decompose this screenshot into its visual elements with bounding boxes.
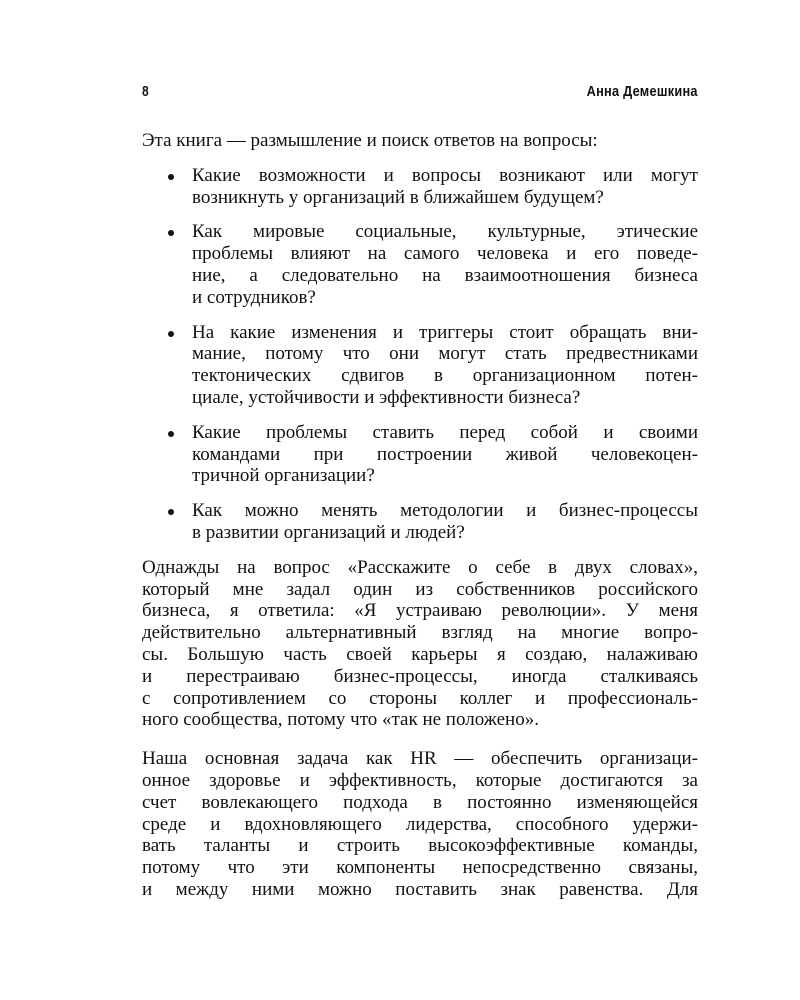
list-item (142, 221, 698, 308)
text-line: онное здоровье и эффективность, которые достигаются за (142, 769, 698, 791)
page-number: 8 (142, 83, 149, 100)
paragraph-revolutions (142, 557, 698, 731)
bullet-icon (168, 174, 174, 180)
text-line: командами при построении живой человекоцен- (192, 443, 698, 465)
text-line: ного сообщества, потому что «так не положено». (142, 709, 539, 731)
text-line: сы. Большую часть своей карьеры я создаю, налаживаю (142, 643, 698, 665)
text-line: с сопротивлением со стороны коллег и профессиональ- (142, 687, 698, 709)
text-line: Эта книга — размышление и поиск ответов на вопросы: (142, 130, 598, 151)
running-header (142, 83, 698, 105)
text-line: Какие возможности и вопросы возникают или могут (192, 164, 698, 186)
text-line: Как можно менять методологии и бизнес-процессы (192, 500, 698, 522)
author-name: Анна Демешкина (586, 83, 698, 100)
text-line: среде и вдохновляющего лидерства, способного удержи- (142, 813, 698, 835)
text-line: мание, потому что они могут стать предвестниками (192, 343, 698, 365)
text-line: ние, а следовательно на взаимоотношения бизнеса (192, 264, 698, 286)
text-line: в развитии организаций и людей? (192, 521, 465, 543)
text-line: Однажды на вопрос «Расскажите о себе в двух словах», (142, 556, 698, 578)
list-item (142, 422, 698, 487)
text-line: и сотрудников? (192, 286, 316, 308)
text-line: возникнуть у организаций в ближайшем будущем? (192, 186, 604, 208)
text-line: тричной организации? (192, 465, 375, 487)
text-line: Какие проблемы ставить перед собой и своими (192, 421, 698, 443)
text-line: вать таланты и строить высокоэффективные команды, (142, 835, 698, 857)
page-body (142, 130, 698, 914)
question-list (142, 165, 698, 544)
list-item (142, 165, 698, 209)
paragraph-hr-task (142, 748, 698, 901)
text-line: проблемы влияют на самого человека и его поведе- (192, 243, 698, 265)
text-line: потому что эти компоненты непосредственно связаны, (142, 857, 698, 879)
text-line: действительно альтернативный взгляд на многие вопро- (142, 622, 698, 644)
text-line: и перестраиваю бизнес-процессы, иногда сталкиваясь (142, 665, 698, 687)
intro-paragraph (142, 130, 698, 152)
list-item (142, 322, 698, 409)
text-line: счет вовлекающего подхода в постоянно изменяющейся (142, 791, 698, 813)
bullet-icon (168, 509, 174, 515)
bullet-icon (168, 230, 174, 236)
text-line: тектонических сдвигов в организационном потен- (192, 365, 698, 387)
text-line: и между ними можно поставить знак равенства. Для (142, 878, 698, 900)
text-line: циале, устойчивости и эффективности бизнеса? (192, 386, 581, 408)
bullet-icon (168, 431, 174, 437)
text-line: Наша основная задача как HR — обеспечить организаци- (142, 748, 698, 770)
list-item (142, 500, 698, 544)
text-line: который мне задал один из собственников российского (142, 578, 698, 600)
text-line: Как мировые социальные, культурные, этические (192, 221, 698, 243)
text-line: На какие изменения и триггеры стоит обращать вни- (192, 321, 698, 343)
bullet-icon (168, 331, 174, 337)
text-line: бизнеса, я ответила: «Я устраиваю революции». У меня (142, 600, 698, 622)
